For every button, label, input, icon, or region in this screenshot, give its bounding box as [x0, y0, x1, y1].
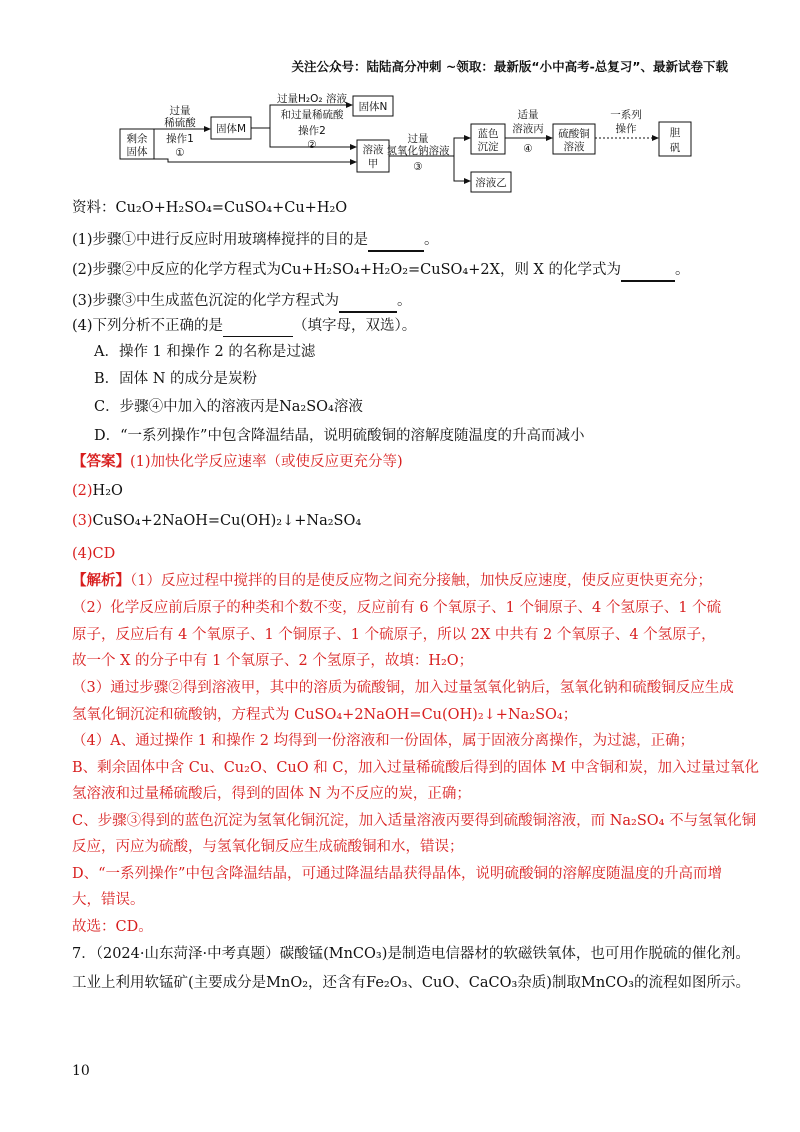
answer-blank-2 [621, 260, 675, 282]
question-7-text-1a: 7．（2024·山东菏泽·中考真题）碳酸锰 [72, 946, 324, 962]
question-7-sep-1: 、 [407, 975, 422, 991]
answer-line-1 [72, 452, 403, 472]
analysis-line-9: 氢溶液和过量稀硫酸后，得到的固体 N 为不反应的炭，正确； [72, 786, 471, 802]
analysis-line-13: 大，错误。 [72, 892, 145, 908]
label-op2: 操作2 [298, 125, 326, 137]
question-2-text-b: ，则 X 的化学式为 [499, 262, 621, 278]
question-4 [72, 316, 416, 337]
answer-blank-1 [368, 230, 424, 252]
arrow-residue-to-solution-jia [154, 159, 356, 162]
box-solution-jia-text-2: 甲 [367, 158, 379, 170]
answer-1: (1)加快化学反应速率（或使反应更充分等) [130, 454, 403, 470]
box-solution-jia-text-1: 溶液 [362, 144, 384, 156]
question-7-text-2b: ，还含有 [308, 975, 367, 991]
box-blue-text-2: 沉淀 [477, 141, 499, 153]
process-flowchart [118, 92, 698, 196]
question-2-end: 。 [675, 262, 690, 278]
label-step2: ② [307, 139, 317, 151]
analysis-line-12: D、“一系列操作”中包含降温结晶，可通过降温结晶获得晶体，说明硫酸铜的溶解度随温度的升高而增 [72, 866, 722, 882]
question-7-sep-2: 、 [454, 975, 469, 991]
answer-line-2 [72, 481, 123, 501]
option-c-text-a: C．步骤④中加入的溶液丙是 [94, 399, 280, 415]
option-c-formula: Na₂SO₄ [279, 399, 334, 415]
info-line [72, 198, 347, 218]
analysis-text-1: （1）反应过程中搅拌的目的是使反应物之间充分接触，加快反应速度，使反应更快更充分； [130, 573, 712, 589]
analysis-line-8: B、剩余固体中含 Cu、Cu₂O、CuO 和 C，加入过量稀硫酸后得到的固体 M 中含铜和炭，加入过量过氧化 [72, 760, 760, 776]
label-h2o2-1: 过量H₂O₂ 溶液 [277, 93, 347, 105]
label-acid-1: 过量 [169, 105, 191, 117]
question-7-text-2f: 的流程如图所示。 [633, 975, 750, 991]
page-header: 关注公众号：陆陆高分冲刺 ~领取：最新版“小中高考-总复习”、最新试卷下载 [291, 59, 728, 74]
label-series-2: 操作 [615, 123, 637, 135]
question-7-formula-mno2: MnO₂ [266, 975, 309, 991]
question-1-text: (1)步骤①中进行反应时用玻璃棒搅拌的目的是 [72, 232, 369, 248]
question-7-formula-cuo: CuO [421, 975, 455, 991]
analysis-line-2: （2）化学反应前后原子的种类和个数不变，反应前有 6 个氧原子、1 个铜原子、4 个氢原子、1 个硫 [72, 600, 722, 616]
analysis-line-4: 故一个 X 的分子中有 1 个氧原子、2 个氢原子，故填：H₂O； [72, 653, 474, 669]
answer-2-formula: H₂O [92, 483, 123, 499]
question-2-text-a: (2)步骤②中反应的化学方程式为 [72, 262, 282, 278]
analysis-line-1 [72, 571, 712, 591]
info-prefix: 资料： [72, 200, 116, 216]
answer-3-formula: CuSO₄+2NaOH=Cu(OH)₂↓+Na₂SO₄ [92, 513, 362, 529]
question-3-end: 。 [397, 293, 412, 309]
answer-3-label: (3) [72, 513, 93, 529]
question-2-equation: Cu+H₂SO₄+H₂O₂=CuSO₄+2X [281, 262, 500, 278]
question-2 [72, 260, 690, 282]
analysis-line-14: 故选：CD。 [72, 919, 153, 935]
option-c [94, 397, 363, 417]
question-1 [72, 230, 439, 252]
label-bing-1: 适量 [517, 109, 539, 121]
analysis-line-6: 氢氧化铜沉淀和硫酸钠，方程式为 CuSO₄+2NaOH=Cu(OH)₂↓+Na₂SO₄； [72, 707, 578, 723]
label-step4: ④ [523, 143, 533, 155]
question-7-line-1 [72, 944, 750, 964]
question-3 [72, 291, 412, 313]
option-d: D．“一系列操作”中包含降温结晶，说明硫酸铜的溶解度随温度的升高而减小 [94, 428, 585, 444]
arrow-to-blue-precipitate [454, 138, 470, 156]
question-4-text-b: （填字母，双选）。 [293, 318, 417, 334]
label-op1: 操作1 [166, 133, 194, 145]
question-1-end: 。 [424, 232, 439, 248]
answer-tag: 【答案】 [72, 453, 130, 470]
question-7-formula-mnco3: (MnCO₃) [323, 946, 388, 962]
label-acid-2: 稀硫酸 [164, 117, 196, 129]
option-b: B．固体 N 的成分是炭粉 [94, 371, 258, 387]
box-danfan-text-1: 胆 [669, 127, 681, 139]
question-4-text-a: (4)下列分析不正确的是 [72, 318, 224, 334]
box-cuso4-text-2: 溶液 [563, 141, 585, 153]
box-cuso4-text-1: 硫酸铜 [558, 128, 590, 140]
question-7-formula-caco3: CaCO₃ [468, 975, 518, 991]
box-residue-text-1: 剩余 [126, 133, 148, 145]
label-bing-2: 溶液丙 [512, 123, 544, 135]
info-equation: Cu₂O+H₂SO₄=CuSO₄+Cu+H₂O [115, 200, 348, 216]
answer-line-4: (4)CD [72, 546, 116, 562]
box-danfan-text-2: 矾 [669, 142, 681, 154]
label-naoh-2: 氢氧化钠溶液 [386, 145, 450, 157]
box-solution-yi-text: 溶液乙 [475, 177, 507, 189]
analysis-line-11: 反应，丙应为硫酸，与氢氧化铜反应生成硫酸铜和水，错误； [72, 839, 464, 855]
answer-2-label: (2) [72, 483, 93, 499]
label-step3: ③ [413, 161, 423, 173]
question-7-formula-fe2o3: Fe₂O₃ [366, 975, 408, 991]
answer-line-3 [72, 511, 361, 531]
box-solid-m-text: 固体M [215, 123, 247, 135]
question-7-text-2a: 工业上利用软锰矿(主要成分是 [72, 975, 267, 991]
analysis-line-7: （4）A、通过操作 1 和操作 2 均得到一份溶液和一份固体，属于固液分离操作，为过滤，正确； [72, 733, 695, 749]
label-series-1: 一系列 [610, 109, 642, 121]
analysis-line-3: 原子，反应后有 4 个氧原子、1 个铜原子、1 个硫原子，所以 2X 中共有 2 个氧原子、4 个氢原子， [72, 627, 716, 643]
label-step1: ① [175, 147, 185, 159]
analysis-line-5: （3）通过步骤②得到溶液甲，其中的溶质为硫酸铜，加入过量氢氧化钠后，氢氧化钠和硫酸铜反应生成 [72, 680, 734, 696]
analysis-tag: 【解析】 [72, 572, 130, 589]
arrow-to-solution-yi [454, 156, 470, 181]
box-solid-n-text: 固体N [358, 101, 388, 113]
box-blue-text-1: 蓝色 [477, 128, 499, 140]
option-a: A．操作 1 和操作 2 的名称是过滤 [94, 344, 316, 360]
question-7-text-1b: 是制造电信器材的软磁铁氧体，也可用作脱硫的催化剂。 [387, 946, 750, 962]
label-naoh-1: 过量 [407, 133, 429, 145]
label-h2o2-2: 和过量稀硫酸 [280, 109, 344, 121]
question-7-line-2 [72, 973, 750, 993]
answer-blank-3 [339, 291, 397, 313]
page-number: 10 [72, 1063, 90, 1079]
box-residue-text-2: 固体 [126, 146, 148, 158]
question-7-text-2e: 杂质)制取 [517, 975, 581, 991]
answer-blank-4 [223, 316, 293, 337]
question-3-text: (3)步骤③中生成蓝色沉淀的化学方程式为 [72, 293, 340, 309]
option-c-text-b: 溶液 [333, 399, 363, 415]
question-7-formula-mnco3-2: MnCO₃ [580, 975, 634, 991]
analysis-line-10: C、步骤③得到的蓝色沉淀为氢氧化铜沉淀，加入适量溶液丙要得到硫酸铜溶液，而 Na₂SO₄ 不与氢氧化铜 [72, 813, 757, 829]
